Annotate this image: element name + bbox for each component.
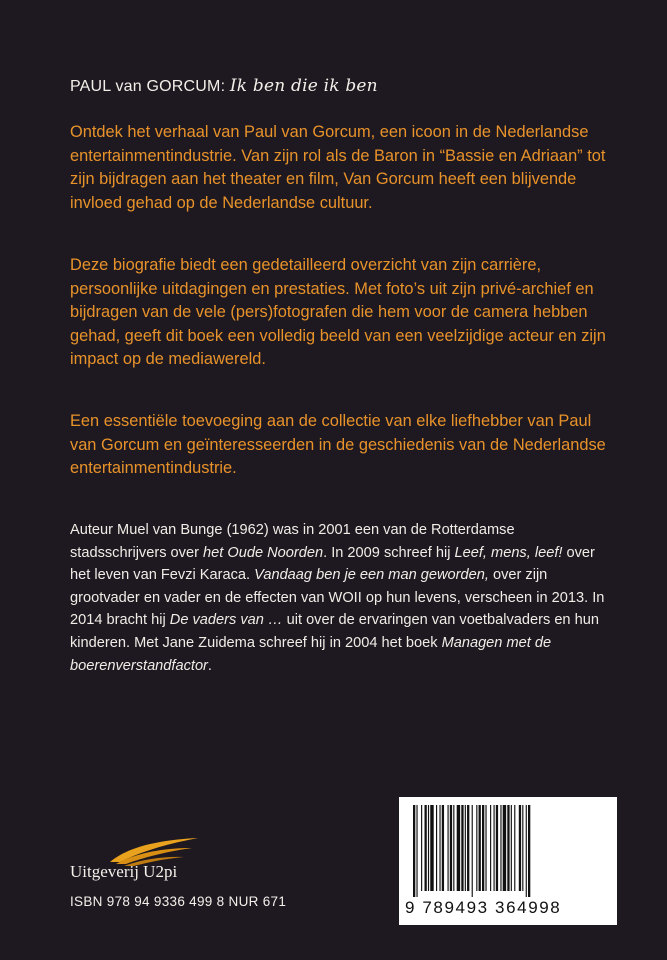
barcode-bar	[472, 805, 473, 897]
publisher-logo	[70, 836, 250, 880]
barcode-bar	[511, 805, 512, 891]
barcode-bar	[519, 805, 521, 891]
barcode-bar	[507, 805, 509, 891]
barcode-bar	[490, 805, 491, 891]
author-work-title: Managen met de boerenverstandfactor	[70, 634, 552, 674]
barcode-bar	[448, 805, 449, 891]
barcode-bar	[461, 805, 463, 891]
author-work-title: het Oude Noorden	[203, 544, 324, 561]
barcode-bar	[485, 805, 486, 891]
title-name: PAUL van GORCUM:	[70, 78, 226, 95]
blurb-paragraph-1: Ontdek het verhaal van Paul van Gorcum, een icoon in de Nederlandse entertainmentindustrie. Van zijn rol als de Baron in “Bassie en Adriaan” tot zijn bijdragen aan het theater en film, Van Gorcum heeft een blijvende invloed gehad op de Nederlandse cultuur.	[70, 123, 606, 212]
barcode-bar	[526, 805, 527, 897]
isbn-nur: ISBN 978 94 9336 499 8 NUR 671	[70, 894, 287, 909]
barcode-bar	[421, 805, 422, 891]
author-bio: Auteur Muel van Bunge (1962) was in 2001 een van de Rotterdamse stadsschrijvers over het Oude Noorden. In 2009 schreef hij Leef, mens, leef! over het leven van Fevzi Karaca. Vandaag ben je een man geworden, over zijn grootvader en vader en de effecten van WOII op hun levens, verscheen in 2013. In 2014 bracht hij De vaders van … uit over de ervaringen van voetbalvaders en hun kinderen. Met Jane Zuidema schreef hij in 2004 het boek Managen met de boerenverstandfactor.	[70, 522, 605, 674]
title-subtitle: Ik ben die ik ben	[229, 76, 378, 96]
barcode-bar	[413, 805, 415, 897]
barcode-bar	[482, 805, 484, 891]
barcode-bar	[522, 805, 523, 891]
blurb-paragraph-3: Een essentiële toevoeging aan de collectie van elke liefhebber van Paul van Gorcum en geïnteresseerden in de geschiedenis van de Nederlandse entertainmentindustrie.	[70, 412, 606, 478]
barcode-bar	[416, 805, 417, 897]
barcode-bar	[425, 805, 427, 891]
barcode-bar	[528, 805, 530, 897]
barcode-bar	[503, 805, 506, 891]
barcode-bar	[442, 805, 444, 891]
barcode	[399, 797, 617, 925]
barcode-bar	[465, 805, 466, 891]
author-work-title: Vandaag ben je een man geworden,	[254, 567, 489, 584]
barcode-bar	[494, 805, 495, 891]
barcode-bar	[439, 805, 440, 891]
barcode-bar	[450, 805, 452, 891]
author-work-title: Leef, mens, leef!	[454, 544, 563, 561]
barcode-bar	[479, 805, 481, 891]
book-title	[70, 76, 378, 96]
barcode-bar	[453, 805, 454, 891]
author-work-title: De vaders van …	[169, 612, 283, 629]
barcode-bar	[428, 805, 429, 891]
barcode-bar	[467, 805, 469, 891]
barcode-bar	[457, 805, 460, 891]
barcode-bar	[514, 805, 515, 891]
barcode-bar	[496, 805, 498, 891]
blurb-paragraph-2: Deze biografie biedt een gedetailleerd overzicht van zijn carrière, persoonlijke uitdagingen en prestaties. Met foto’s uit zijn privé-archief en bijdragen van de vele (pers)fotografen die hem voor de camera hebben gehad, geeft dit boek een volledig beeld van een veelzijdige acteur en zijn impact op de mediawereld.	[70, 256, 606, 369]
publisher-name: Uitgeverij U2pi	[70, 862, 178, 881]
barcode-bars	[413, 805, 603, 897]
barcode-bar	[476, 805, 477, 891]
barcode-digits: 9 789493 364998	[405, 898, 562, 917]
barcode-bar	[430, 805, 433, 891]
barcode-bar	[500, 805, 501, 891]
barcode-bar	[436, 805, 437, 891]
